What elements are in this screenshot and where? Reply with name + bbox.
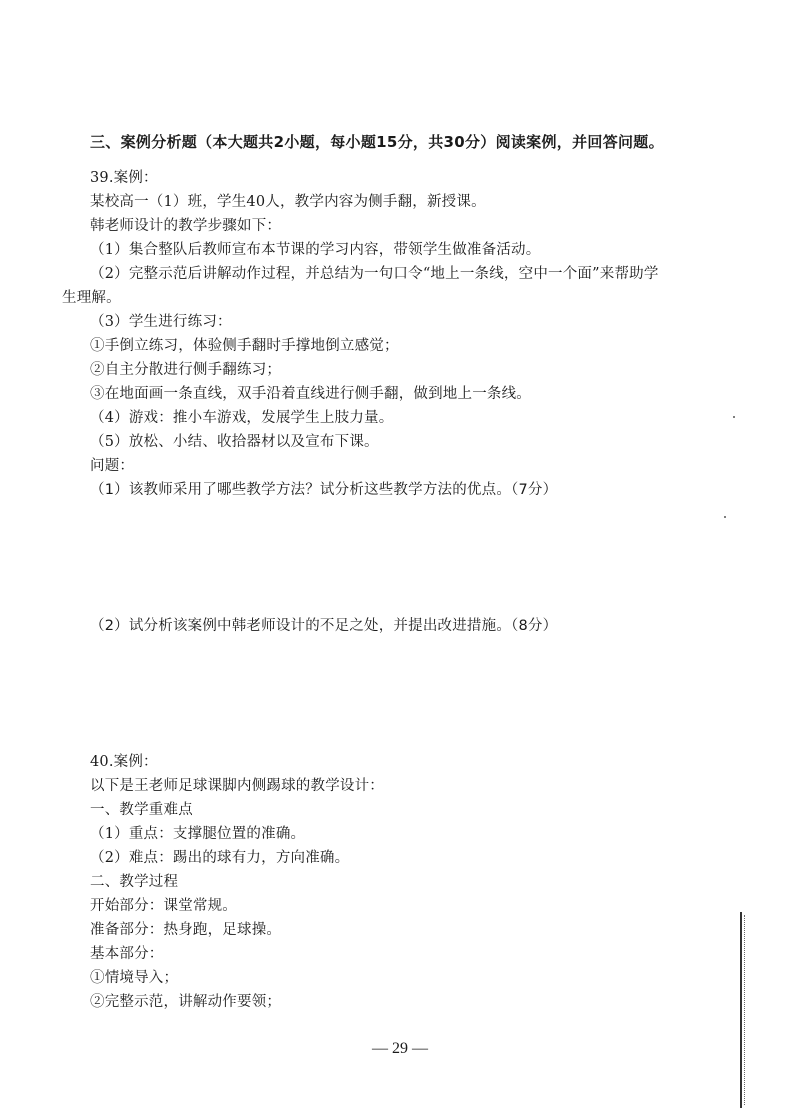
q39-question-2: （2）试分析该案例中韩老师设计的不足之处，并提出改进措施。（8分） bbox=[90, 618, 558, 634]
q39-line-9: ③在地面画一条直线，双手沿着直线进行侧手翻，做到地上一条线。 bbox=[90, 386, 531, 402]
q40-line-2: 一、教学重难点 bbox=[90, 802, 193, 818]
q40-line-10: ②完整示范，讲解动作要领； bbox=[90, 994, 282, 1010]
binding-edge-dots bbox=[744, 915, 745, 1105]
q40-line-4: （2）难点：踢出的球有力，方向准确。 bbox=[90, 850, 350, 866]
q39-line-4: （2）完整示范后讲解动作过程，并总结为一句口令“地上一条线，空中一个面”来帮助学 bbox=[90, 266, 659, 282]
q39-line-10: （4）游戏：推小车游戏，发展学生上肢力量。 bbox=[90, 410, 394, 426]
q39-line-11: （5）放松、小结、收拾器材以及宣布下课。 bbox=[90, 434, 379, 450]
scan-speck bbox=[733, 416, 735, 418]
q40-line-3: （1）重点：支撑腿位置的准确。 bbox=[90, 826, 306, 842]
q39-title: 39.案例： bbox=[90, 170, 158, 186]
q40-line-6: 开始部分：课堂常规。 bbox=[90, 898, 237, 914]
q39-line-2: 韩老师设计的教学步骤如下： bbox=[90, 218, 282, 234]
q39-question-1: （1）该教师采用了哪些教学方法？试分析这些教学方法的优点。（7分） bbox=[90, 482, 558, 498]
q40-title: 40.案例： bbox=[90, 754, 158, 770]
q39-line-12: 问题： bbox=[90, 458, 135, 474]
binding-edge-line bbox=[740, 912, 742, 1108]
q40-line-7: 准备部分：热身跑，足球操。 bbox=[90, 922, 282, 938]
q40-line-8: 基本部分： bbox=[90, 946, 164, 962]
section-heading: 三、案例分析题（本大题共2小题，每小题15分，共30分）阅读案例，并回答问题。 bbox=[90, 133, 664, 151]
q39-line-1: 某校高一（1）班，学生40人，教学内容为侧手翻，新授课。 bbox=[90, 194, 486, 210]
page-number: — 29 — bbox=[372, 1040, 428, 1057]
q39-line-3: （1）集合整队后教师宣布本节课的学习内容，带领学生做准备活动。 bbox=[90, 242, 541, 258]
scan-speck bbox=[724, 516, 726, 518]
q40-line-5: 二、教学过程 bbox=[90, 874, 179, 890]
q39-line-8: ②自主分散进行侧手翻练习； bbox=[90, 362, 282, 378]
q39-line-5: 生理解。 bbox=[62, 290, 121, 306]
q39-line-7: ①手倒立练习，体验侧手翻时手撑地倒立感觉； bbox=[90, 338, 399, 354]
q39-line-6: （3）学生进行练习： bbox=[90, 314, 232, 330]
q40-line-9: ①情境导入； bbox=[90, 970, 179, 986]
q40-line-1: 以下是王老师足球课脚内侧踢球的教学设计： bbox=[90, 778, 384, 794]
